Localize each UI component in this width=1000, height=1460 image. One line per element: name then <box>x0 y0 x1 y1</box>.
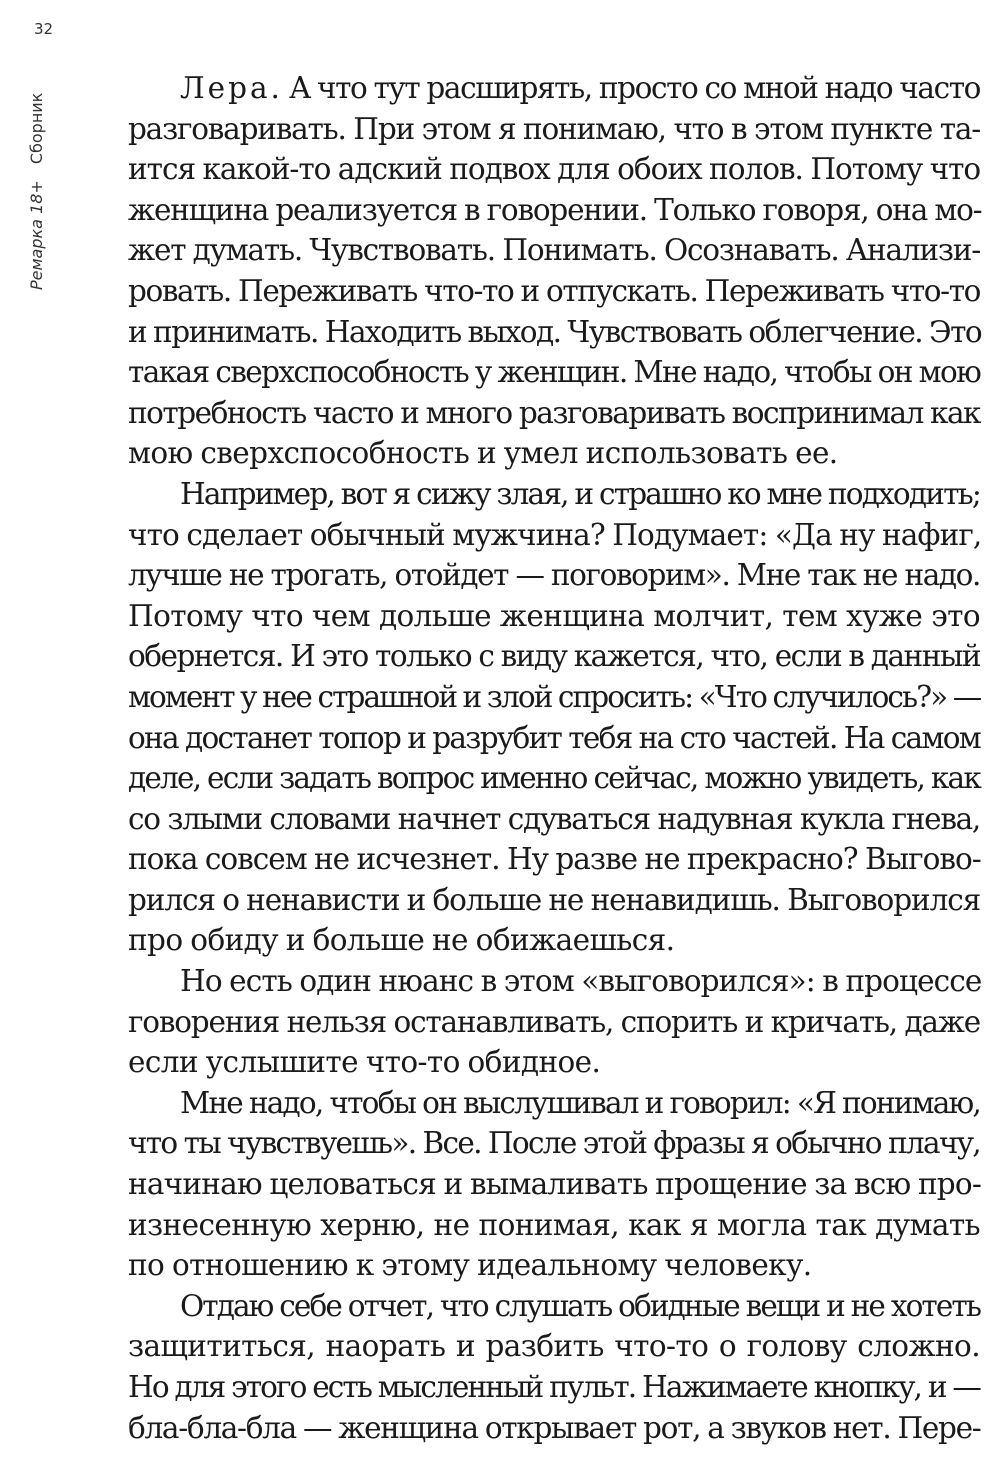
text-line: мою сверхспособность и умел использовать ее. <box>128 436 838 471</box>
speaker-name: Лера. <box>180 71 283 105</box>
text-line: жет думать. Чувствовать. Понимать. Осознавать. Анализи- <box>128 233 980 268</box>
text-line: Но есть один нюанс в этом «выговорился»: в процессе <box>180 964 982 999</box>
text-line: Отдаю себе отчет, что слушать обидные вещи и не хотеть <box>180 1288 980 1323</box>
body-text <box>128 68 980 1448</box>
text-line: Мне надо, чтобы он выслушивал и говорил: «Я понимаю, <box>180 1085 980 1120</box>
text-line: деле, если задать вопрос именно сейчас, можно увидеть, как <box>128 761 980 796</box>
text-line: что сделает обычный мужчина? Подумает: «Да ну нафиг, <box>128 517 982 552</box>
page-number: 32 <box>34 20 54 38</box>
text-line: момент у нее страшной и злой спросить: «Что случилось?» — <box>128 679 981 714</box>
text-line: ится какой-то адский подвох для обоих полов. Потому что <box>128 152 981 187</box>
text-line: потребность часто и много разговаривать воспринимал как <box>128 395 980 430</box>
text-line: лучше не трогать, отойдет — поговорим». Мне так не надо. <box>128 558 980 593</box>
text-line: ровать. Переживать что-то и отпускать. Переживать что-то <box>128 273 980 308</box>
text-line: рился о ненависти и больше не ненавидишь. Выговорился <box>128 882 981 917</box>
text-line: Но для этого есть мысленный пульт. Нажимаете кнопку, и — <box>128 1370 980 1404</box>
text-line: она достанет топор и разрубит тебя на сто частей. На самом <box>128 720 980 755</box>
running-head <box>24 50 50 290</box>
text-line: женщина реализуется в говорении. Только говоря, она мо- <box>128 192 982 227</box>
text-line: изнесенную херню, не понимая, как я могла так думать <box>128 1207 980 1242</box>
text-line: Потому что чем дольше женщина молчит, тем хуже это <box>128 598 980 633</box>
text-line: бла-бла-бла — женщина открывает рот, а звуков нет. Пере- <box>128 1410 981 1445</box>
text-line: такая сверхспособность у женщин. Мне надо, чтобы он мою <box>128 355 981 390</box>
text-line: по отношению к этому идеальному человеку. <box>128 1248 812 1283</box>
text-line: Например, вот я сижу злая, и страшно ко мне подходить; <box>180 476 980 511</box>
text-line: разговаривать. При этом я понимаю, что в этом пункте та- <box>128 111 980 146</box>
text-line: и принимать. Находить выход. Чувствовать облегчение. Это <box>128 314 982 349</box>
text-line: обернется. И это только с виду кажется, что, если в данный <box>128 639 980 674</box>
text-line: что ты чувствуешь». Все. После этой фразы я обычно плачу, <box>128 1126 980 1161</box>
text-line: со злыми словами начнет сдуваться надувная кукла гнева, <box>128 801 980 836</box>
text-line: защититься, наорать и разбить что-то о голову сложно. <box>128 1329 980 1364</box>
text-line: говорения нельзя останавливать, спорить и кричать, даже <box>128 1004 980 1039</box>
running-head-series: Ремарка 18+ <box>27 180 46 290</box>
running-head-title: Сборник <box>27 92 46 165</box>
text-line: если услышите что-то обидное. <box>128 1045 601 1080</box>
text-line: пока совсем не исчезнет. Ну разве не прекрасно? Выгово- <box>128 842 981 877</box>
text-line: Лера. А что тут расширять, просто со мной надо часто <box>180 71 980 105</box>
text-line: про обиду и больше не обижаешься. <box>128 923 675 958</box>
text-line: начинаю целоваться и вымаливать прощение за всю про- <box>128 1167 982 1202</box>
